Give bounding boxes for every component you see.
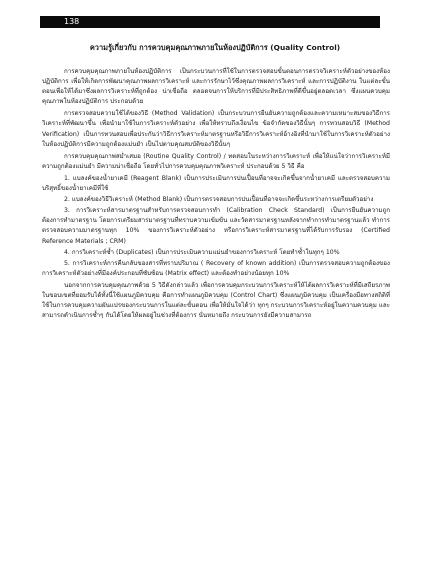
paragraph-routine-qc: การควบคุมคุณภาพสม่ำเสมอ (Routine Quality Control) / ทดสอบในระหว่างการวิเคราะห์ เพื่อให้แน่ใจว่าการวิเคราะห์มีความถูกต้องแม่นยำ มีความน่าเชื่อถือ โดยทั่วไปการควบคุมคุณภาพวิเคราะห์ ประกอบด้วย 5 วิธี คือ	[42, 152, 390, 170]
list-item-method-blank: 2. แบลงค์ของวิธีวิเคราะห์ (Method Blank) เป็นการตรวจสอบการปนเปื้อนที่อาจจะเกิดขึ้นระหว่างการเตรียมตัวอย่าง	[64, 196, 374, 204]
document-body	[42, 67, 390, 323]
paragraph-control-chart: นอกจากการควบคุมคุณภาพด้วย 5 วิธีดังกล่าวแล้ว เพื่อการควบคุมกระบวนการวิเคราะห์ให้ได้ผลการวิเคราะห์ที่มีเสถียรภาพในขอบเขตที่ยอมรับได้ทั้งนี้ใช้แผนภูมิควบคุม คือการทำแผนภูมิควบคุม (Control Chart) ซึ่งแผนภูมิควบคุม เป็นเครื่องมือทางสถิติที่ใช้ในการควบคุมความผันแปรของกระบวนการในแต่ละขั้นตอน เพื่อให้มั่นใจได้ว่า ทุกๆ กระบวนการวิเคราะห์อยู่ในความควบคุม และสามารถดำเนินการซ้ำๆ กันได้โดยให้ผลอยู่ในช่วงที่ต้องการ นั่นหมายถึง กระบวนการยังมีความสามารถ	[42, 281, 390, 320]
document-title: ความรู้เกี่ยวกับ การควบคุมคุณภาพภายในห้องปฏิบัติการ (Quality Control)	[89, 43, 341, 52]
paragraph-intro: การควบคุมคุณภาพภายในห้องปฏิบัติการ เป็นกระบวนการที่ใช้ในการตรวจสอบขั้นตอนการตรวจวิเคราะห์ตัวอย่างของห้องปฏิบัติการ เพื่อให้เกิดการพัฒนาคุณภาพผลการวิเคราะห์ และการรักษาไว้ซึ่งคุณภาพผลการวิเคราะห์ และการปฏิบัติงาน ในแต่ละขั้นตอนเพื่อให้ได้มาซึ่งผลการวิเคราะห์ที่ถูกต้อง น่าเชื่อถือ ตลอดจนการให้บริการที่มีประสิทธิภาพที่ดีขึ้นอยู่ตลอดเวลา ซึ่งแผนควบคุมคุณภาพในห้องปฏิบัติการ ประกอบด้วย	[42, 68, 390, 106]
list-item-recovery: 5. การวิเคราะห์การคืนกลับของสารที่ทราบปริมาณ ( Recovery of known addition) เป็นการตรวจสอบความถูกต้องของการวิเคราะห์ตัวอย่างที่มีองค์ประกอบที่ซับซ้อน (Matrix effect) และต้องทำอย่างน้อยทุก 10%	[42, 259, 390, 277]
list-item-duplicates: 4. การวิเคราะห์ซ้ำ (Duplicates) เป็นการประเมินความแม่นยำของการวิเคราะห์ โดยทำซ้ำในทุกๆ 10%	[64, 248, 340, 256]
list-item-reagent-blank: 1. แบลงค์ของน้ำยาเคมี (Reagent Blank) เป็นการประเมินการปนเปื้อนที่อาจจะเกิดขึ้นจากน้ำยาเคมี และตรวจสอบความบริสุทธิ์ของน้ำยาเคมีที่ใช้	[42, 174, 390, 193]
paragraph-method-validation: การตรวจสอบความใช้ได้ของวิธี (Method Validation) เป็นกระบวนการยืนยันความถูกต้องและความเหมาะสมของวิธีการวิเคราะห์ที่พัฒนาขึ้น เพื่อนำมาใช้ในการวิเคราะห์ตัวอย่าง เพื่อให้ทราบถึงเงื่อนไข ข้อจำกัดของวิธีนั้นๆ การทวนสอบวิธี (Method Verification) เป็นการทวนสอบเพื่อประกันว่าวิธีการวิเคราะห์มาตรฐานหรือวิธีการวิเคราะห์อ้างอิงที่นำมาใช้ในการวิเคราะห์ตัวอย่างในห้องปฏิบัติการมีความถูกต้องแม่นยำ เป็นไปตามคุณสมบัติของวิธีนั้นๆ	[42, 110, 390, 148]
page-number: 138	[64, 17, 80, 26]
page-number-bar	[40, 16, 380, 28]
list-item-calibration-check: 3. การวิเคราะห์สารมาตรฐานสำหรับการตรวจสอบการทำ (Calibration Check Standard) เป็นการยืนยันความถูกต้องการทำมาตรฐาน โดยการเตรียมสารมาตรฐานที่ทราบความเข้มข้น และวัดสารมาตรฐานหลังจากทำการทำมาตรฐานแล้ว ทำการตรวจสอบความมาตรฐานทุก 10% ของการวิเคราะห์ตัวอย่าง หรือการวิเคราะห์สารมาตรฐานที่ได้รับการรับรอง (Certified Reference Materials ; CRM)	[42, 207, 390, 245]
